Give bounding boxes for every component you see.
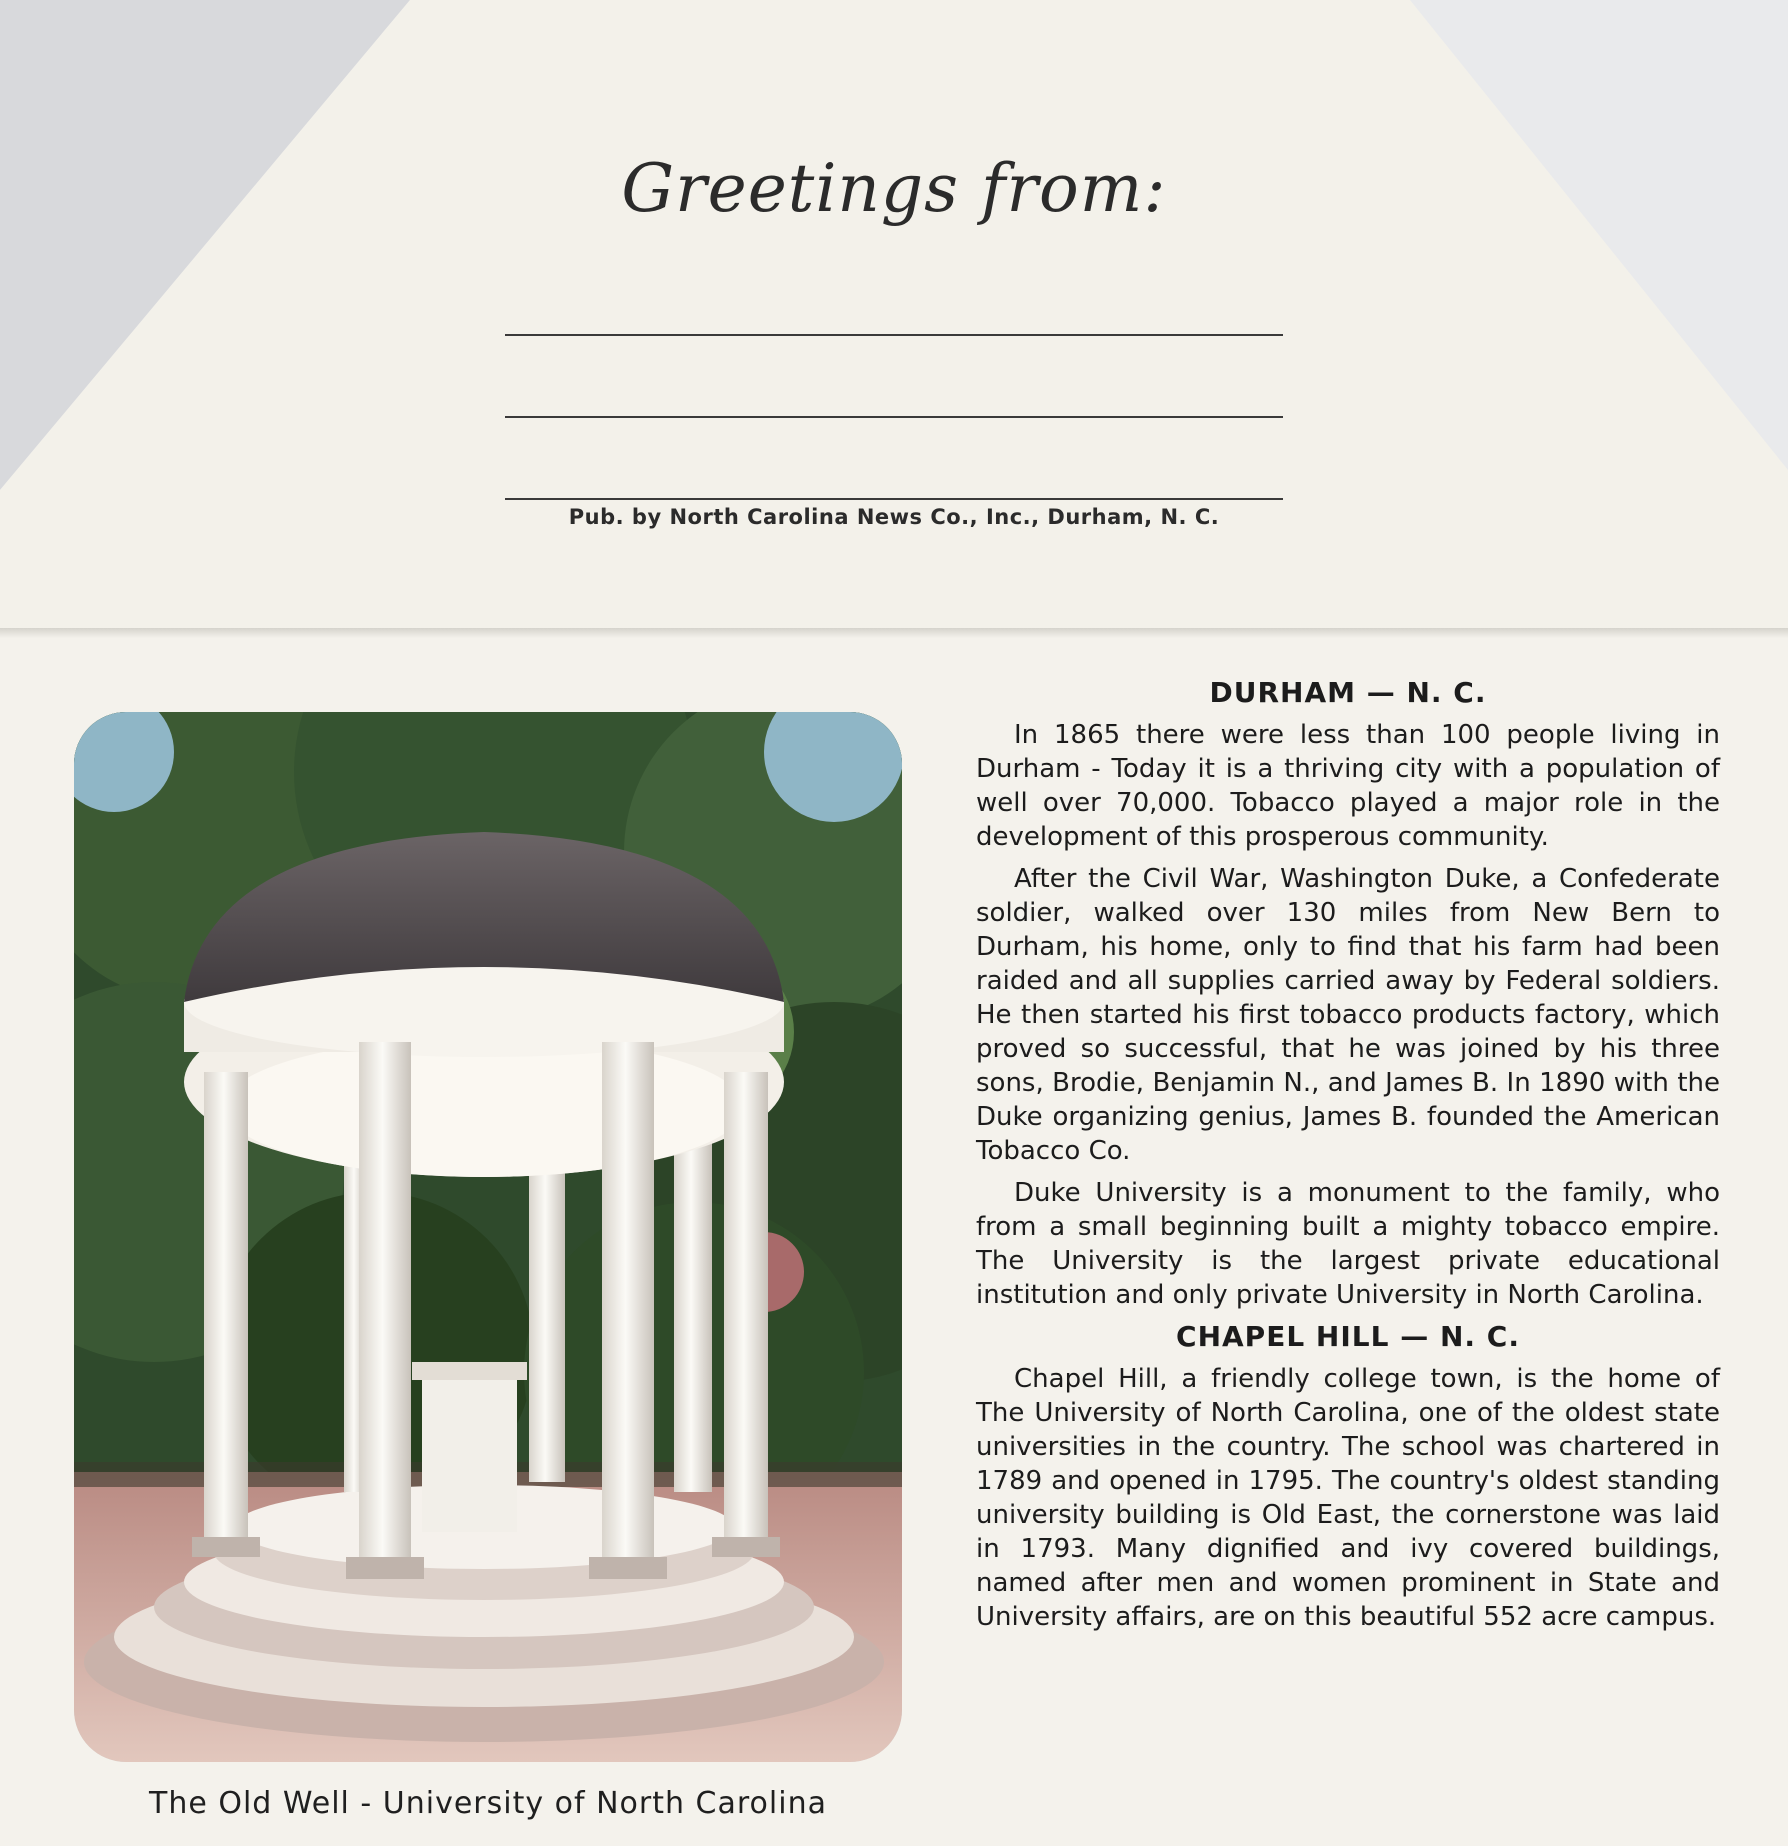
old-well-photo xyxy=(74,712,902,1762)
durham-heading: DURHAM — N. C. xyxy=(1209,676,1487,709)
greeting-title: Greetings from: xyxy=(621,150,1167,227)
durham-paragraph-1: In 1865 there were less than 100 people living in Durham - Today it is a thriving city with a population of well over 70,000. Tobacco played a major role in the development of this prosperous community. xyxy=(976,720,1720,852)
description-column xyxy=(976,676,1720,1642)
chapel-hill-paragraph-1: Chapel Hill, a friendly college town, is the home of The University of North Carolina, one of the oldest state universities in the country. The school was chartered in 1789 and opened in 1795. The country's oldest standing university building is Old East, the cornerstone was laid in 1793. Many dignified and ivy covered buildings, named after men and women prominent in State and University affairs, are on this beautiful 552 acre campus. xyxy=(976,1364,1720,1632)
address-line-3 xyxy=(505,498,1283,500)
durham-paragraph-3: Duke University is a monument to the family, who from a small beginning built a mighty tobacco empire. The University is the largest private educational institution and only private University in North Carolina. xyxy=(976,1178,1720,1310)
address-line-1 xyxy=(505,334,1283,336)
publisher-credit: Pub. by North Carolina News Co., Inc., Durham, N. C. xyxy=(568,505,1220,529)
fold-crease xyxy=(0,628,1788,638)
address-line-2 xyxy=(505,416,1283,418)
photo-caption: The Old Well - University of North Carolina xyxy=(149,1786,827,1821)
chapel-hill-heading: CHAPEL HILL — N. C. xyxy=(1176,1320,1520,1353)
durham-paragraph-2: After the Civil War, Washington Duke, a Confederate soldier, walked over 130 miles from New Bern to Durham, his home, only to find that his farm had been raided and all supplies carried away by Federal soldiers. He then started his first tobacco products factory, which proved so successful, that he was joined by his three sons, Brodie, Benjamin N., and James B. In 1890 with the Duke organizing genius, James B. founded the American Tobacco Co. xyxy=(976,864,1720,1166)
